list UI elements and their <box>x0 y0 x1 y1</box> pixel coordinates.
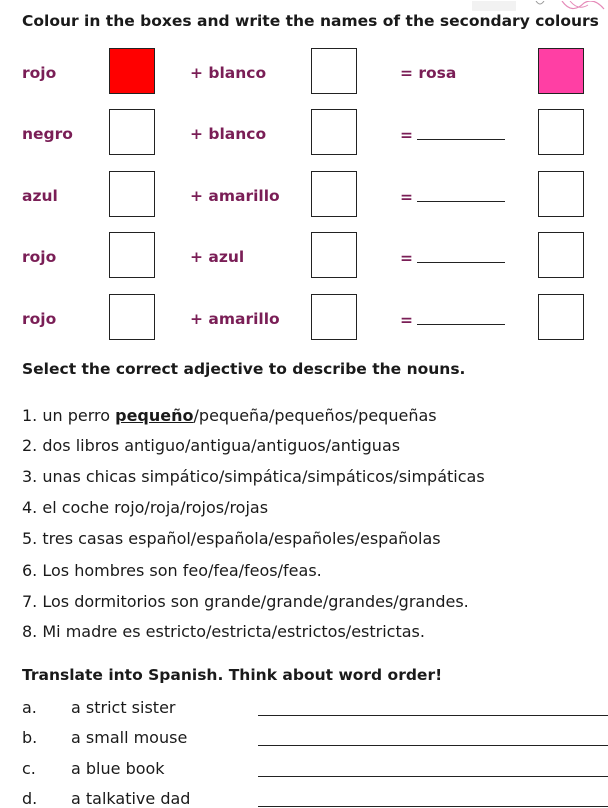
adjective-item[interactable] <box>22 622 425 641</box>
adjective-item[interactable] <box>22 436 400 455</box>
colour-1-box[interactable] <box>109 109 155 155</box>
adjective-item-text: 2. dos libros antiguo/antigua/antiguos/antiguas <box>22 436 401 455</box>
adjective-item-text: 4. el coche rojo/roja/rojos/rojas <box>22 498 269 517</box>
adjective-options: /pequeña/pequeños/pequeñas <box>193 406 437 425</box>
translation-answer-line[interactable] <box>258 745 608 746</box>
colour-2-label: + blanco <box>190 125 267 143</box>
colour-2-box[interactable] <box>311 48 357 94</box>
colour-1-label: azul <box>22 187 58 205</box>
section1-heading: Colour in the boxes and write the names of the secondary colours <box>22 12 599 30</box>
result-label: = rosa <box>400 64 457 82</box>
colour-2-label: + azul <box>190 248 245 266</box>
colour-1-label: rojo <box>22 310 57 328</box>
adjective-item[interactable] <box>22 561 322 580</box>
adjective-item[interactable] <box>22 592 469 611</box>
translation-answer-line[interactable] <box>258 715 608 716</box>
colour-1-box[interactable] <box>109 171 155 217</box>
translation-answer-line[interactable] <box>258 776 608 777</box>
colour-1-label: rojo <box>22 64 57 82</box>
adjective-item-text: 8. Mi madre es estricto/estricta/estrictos/estrictas. <box>22 622 425 641</box>
equals-sign: = <box>400 311 413 329</box>
colour-2-label: + amarillo <box>190 310 280 328</box>
colour-2-label: + blanco <box>190 64 267 82</box>
translation-letter: c. <box>22 759 36 778</box>
equals-sign: = <box>400 126 413 144</box>
answer-blank[interactable] <box>417 187 505 202</box>
translation-letter: b. <box>22 728 38 747</box>
equals-sign: = <box>400 249 413 267</box>
adjective-item-text: 5. tres casas español/española/españoles/españolas <box>22 529 441 548</box>
result-colour-box[interactable] <box>538 48 584 94</box>
section2-heading: Select the correct adjective to describe the nouns. <box>22 360 466 378</box>
translation-letter: d. <box>22 789 38 808</box>
result-colour-box[interactable] <box>538 232 584 278</box>
translation-prompt: a talkative dad <box>71 789 191 808</box>
result-answer-line[interactable] <box>400 248 505 267</box>
adjective-item[interactable] <box>22 406 437 425</box>
result-answer-line[interactable] <box>400 310 505 329</box>
translation-answer-line[interactable] <box>258 806 608 807</box>
adjective-item[interactable] <box>22 529 441 548</box>
adjective-item-text: 3. unas chicas simpático/simpática/simpáticos/simpáticas <box>22 467 485 486</box>
answer-blank[interactable] <box>417 125 505 140</box>
result-colour-box[interactable] <box>538 294 584 340</box>
section3-heading: Translate into Spanish. Think about word order! <box>22 666 443 684</box>
adjective-item-text: 6. Los hombres son feo/fea/feos/feas. <box>22 561 322 580</box>
colour-1-box[interactable] <box>109 48 155 94</box>
equals-sign: = <box>400 188 413 206</box>
result-answer-line[interactable] <box>400 125 505 144</box>
colour-2-label: + amarillo <box>190 187 280 205</box>
translation-prompt: a strict sister <box>71 698 176 717</box>
translation-prompt: a small mouse <box>71 728 188 747</box>
colour-1-label: rojo <box>22 248 57 266</box>
adjective-item-text: 1. un perro <box>22 406 116 425</box>
translation-letter: a. <box>22 698 37 717</box>
result-colour-box[interactable] <box>538 171 584 217</box>
colour-1-label: negro <box>22 125 73 143</box>
result-colour-box[interactable] <box>538 109 584 155</box>
result-answer-line[interactable] <box>400 187 505 206</box>
colour-2-box[interactable] <box>311 109 357 155</box>
colour-2-box[interactable] <box>311 294 357 340</box>
adjective-item[interactable] <box>22 467 485 486</box>
translation-prompt: a blue book <box>71 759 165 778</box>
selected-adjective[interactable]: pequeño <box>115 406 194 425</box>
colour-1-box[interactable] <box>109 294 155 340</box>
answer-blank[interactable] <box>417 310 505 325</box>
colour-1-box[interactable] <box>109 232 155 278</box>
colour-2-box[interactable] <box>311 232 357 278</box>
colour-2-box[interactable] <box>311 171 357 217</box>
answer-blank[interactable] <box>417 248 505 263</box>
adjective-item-text: 7. Los dormitorios son grande/grande/grandes/grandes. <box>22 592 469 611</box>
adjective-item[interactable] <box>22 498 268 517</box>
